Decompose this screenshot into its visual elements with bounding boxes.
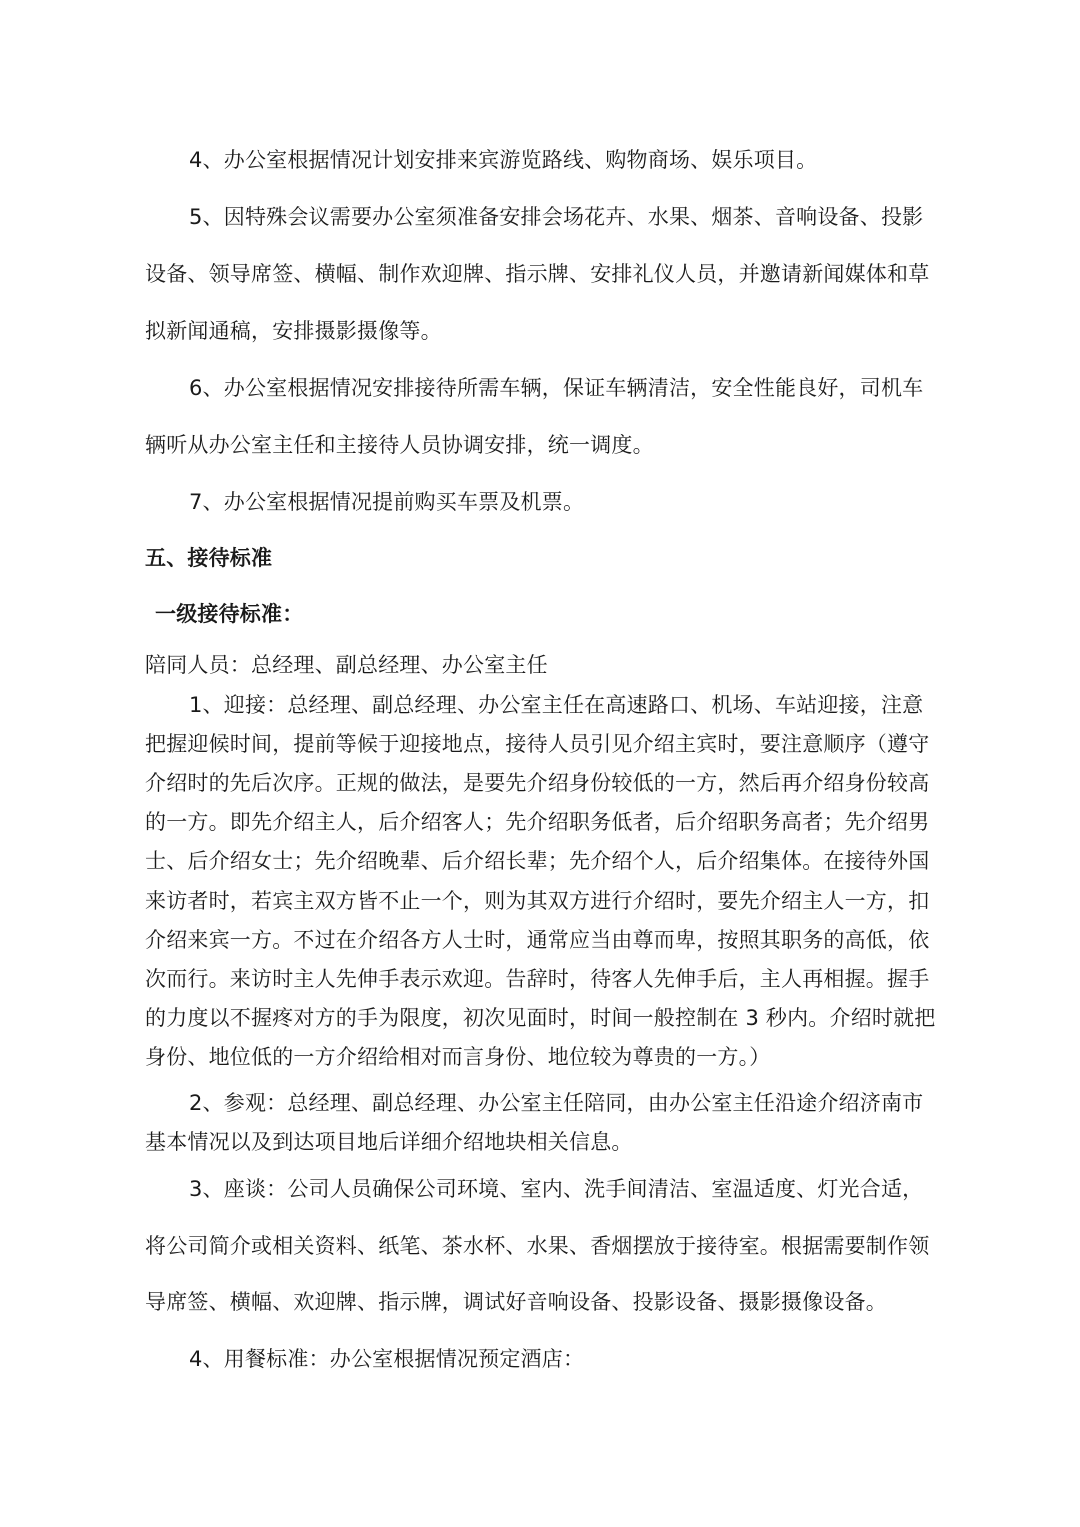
paragraph-line: 的力度以不握疼对方的手为限度，初次见面时，时间一般控制在 3 秒内。介绍时就把 (145, 1006, 936, 1030)
paragraph-line: 士、后介绍女士；先介绍晚辈、后介绍长辈；先介绍个人，后介绍集体。在接待外国 (145, 849, 930, 873)
paragraph-line: 2、参观：总经理、副总经理、办公室主任陪同，由办公室主任沿途介绍济南市 (189, 1091, 924, 1115)
paragraph-line: 辆听从办公室主任和主接待人员协调安排，统一调度。 (145, 433, 654, 457)
paragraph-line: 基本情况以及到达项目地后详细介绍地块相关信息。 (145, 1130, 633, 1154)
paragraph-line: 介绍来宾一方。不过在介绍各方人士时，通常应当由尊而卑，按照其职务的高低，依 (145, 928, 930, 952)
paragraph-line: 来访者时，若宾主双方皆不止一个，则为其双方进行介绍时，要先介绍主人一方，扣 (145, 889, 930, 913)
paragraph-line: 介绍时的先后次序。正规的做法，是要先介绍身份较低的一方，然后再介绍身份较高 (145, 771, 930, 795)
paragraph-line: 5、因特殊会议需要办公室须准备安排会场花卉、水果、烟茶、音响设备、投影 (189, 205, 924, 229)
paragraph-line: 3、座谈：公司人员确保公司环境、室内、洗手间清洁、室温适度、灯光合适， (189, 1177, 924, 1201)
paragraph-line: 4、用餐标准：办公室根据情况预定酒店： (189, 1347, 585, 1371)
paragraph-line: 7、办公室根据情况提前购买车票及机票。 (189, 490, 585, 514)
paragraph-line: 导席签、横幅、欢迎牌、指示牌，调试好音响设备、投影设备、摄影摄像设备。 (145, 1290, 887, 1314)
paragraph-line: 1、迎接：总经理、副总经理、办公室主任在高速路口、机场、车站迎接，注意 (189, 693, 924, 717)
paragraph-line: 4、办公室根据情况计划安排来宾游览路线、购物商场、娱乐项目。 (189, 148, 818, 172)
paragraph-line: 身份、地位低的一方介绍给相对而言身份、地位较为尊贵的一方。） (145, 1045, 771, 1069)
section-heading: 五、接待标准 (145, 546, 273, 570)
paragraph-line: 拟新闻通稿，安排摄影摄像等。 (145, 319, 442, 343)
paragraph-line: 将公司简介或相关资料、纸笔、茶水杯、水果、香烟摆放于接待室。根据需要制作领 (145, 1234, 930, 1258)
paragraph-line: 陪同人员：总经理、副总经理、办公室主任 (145, 653, 548, 677)
paragraph-line: 6、办公室根据情况安排接待所需车辆，保证车辆清洁，安全性能良好，司机车 (189, 376, 924, 400)
paragraph-line: 把握迎候时间，提前等候于迎接地点，接待人员引见介绍主宾时，要注意顺序（遵守 (145, 732, 930, 756)
paragraph-line: 的一方。即先介绍主人，后介绍客人；先介绍职务低者，后介绍职务高者；先介绍男 (145, 810, 930, 834)
paragraph-line: 次而行。来访时主人先伸手表示欢迎。告辞时，待客人先伸手后，主人再相握。握手 (145, 967, 930, 991)
subsection-heading: 一级接待标准： (155, 602, 304, 626)
paragraph-line: 设备、领导席签、横幅、制作欢迎牌、指示牌、安排礼仪人员，并邀请新闻媒体和草 (145, 262, 930, 286)
